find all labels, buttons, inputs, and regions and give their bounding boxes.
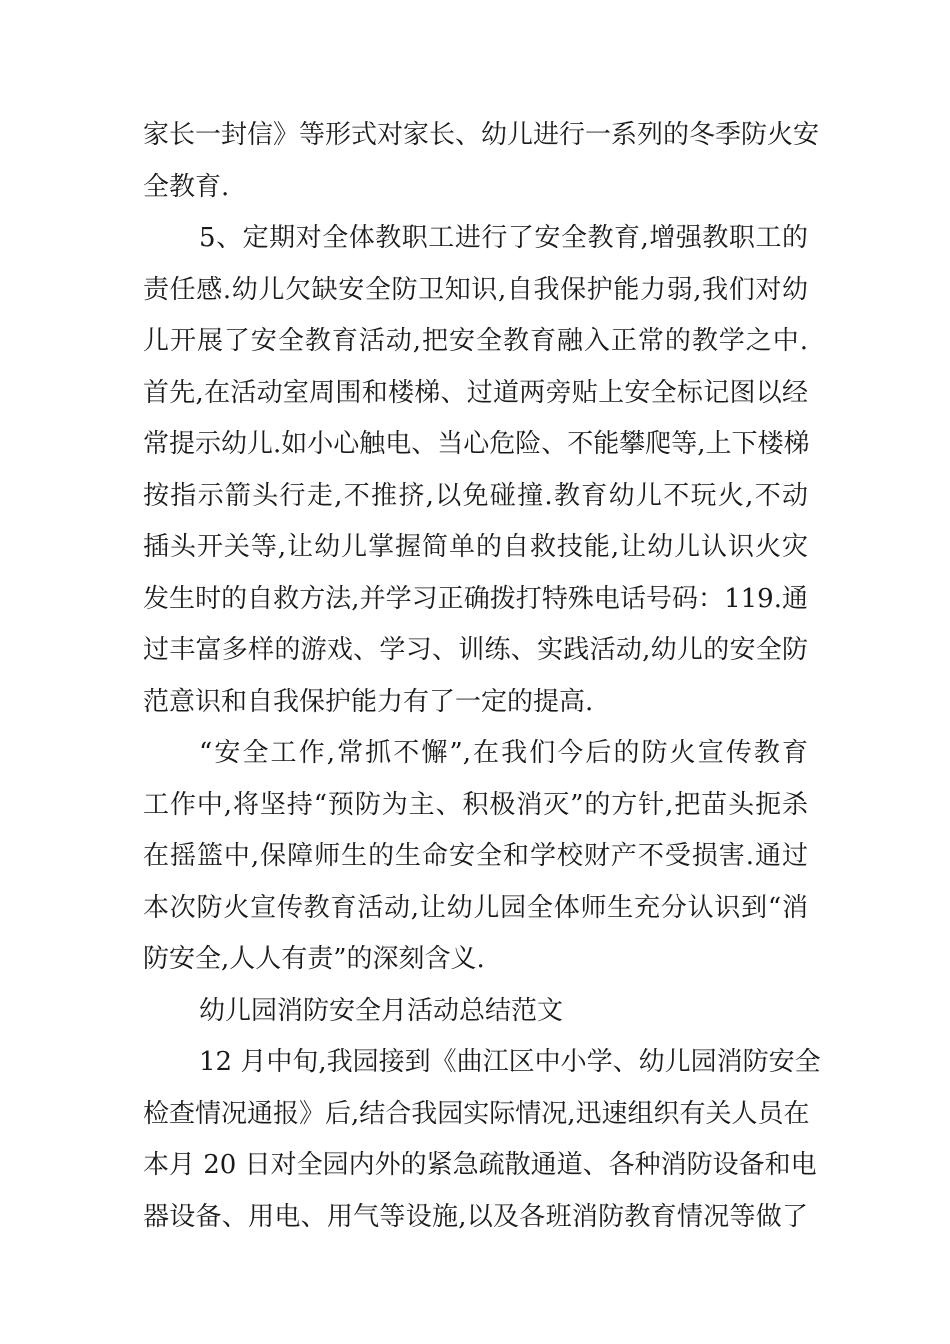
text-line: 按指示箭头行走,不推挤,以免碰撞.教育幼儿不玩火,不动 (143, 480, 808, 511)
text-line: 插头开关等,让幼儿掌握简单的自救技能,让幼儿认识火灾 (143, 532, 808, 562)
text-line: “安全工作,常抓不懈”,在我们今后的防火宣传教育 (199, 738, 808, 768)
text-line: 家长一封信》等形式对家长、幼儿进行一系列的冬季防火安 (143, 120, 820, 150)
text-line: 5、定期对全体教职工进行了安全教育,增强教职工的 (199, 223, 808, 253)
text-line: 常提示幼儿.如小心触电、当心危险、不能攀爬等,上下楼梯 (143, 429, 810, 459)
text-line: 发生时的自救方法,并学习正确拨打特殊电话号码：119.通 (143, 583, 808, 614)
text-line: 儿开展了安全教育活动,把安全教育融入正常的教学之中. (143, 326, 808, 356)
text-line: 过丰富多样的游戏、学习、训练、实践活动,幼儿的安全防 (143, 635, 808, 665)
document-body (143, 110, 821, 1243)
text-line: 检查情况通报》后,结合我园实际情况,迅速组织有关人员在 (143, 1098, 810, 1129)
text-line: 防安全,人人有责”的深刻含义. (143, 944, 485, 974)
text-line: 12 月中旬,我园接到《曲江区中小学、幼儿园消防安全 (199, 1047, 821, 1077)
text-line: 在摇篮中,保障师生的生命安全和学校财产不受损害.通过 (143, 841, 808, 871)
text-line: 器设备、用电、用气等设施,以及各班消防教育情况等做了 (143, 1201, 808, 1232)
text-line: 幼儿园消防安全月活动总结范文 (199, 995, 564, 1026)
text-line: 范意识和自我保护能力有了一定的提高. (143, 686, 594, 717)
text-line: 工作中,将坚持“预防为主、积极消灭”的方针,把苗头扼杀 (143, 789, 808, 820)
text-line: 首先,在活动室周围和楼梯、过道两旁贴上安全标记图以经 (143, 377, 808, 408)
text-line: 全教育. (143, 171, 230, 202)
text-line: 责任感.幼儿欠缺安全防卫知识,自我保护能力弱,我们对幼 (143, 274, 808, 305)
text-line: 本次防火宣传教育活动,让幼儿园全体师生充分认识到“消 (143, 892, 808, 923)
text-line: 本月 20 日对全园内外的紧急疏散通道、各种消防设备和电 (143, 1150, 817, 1180)
